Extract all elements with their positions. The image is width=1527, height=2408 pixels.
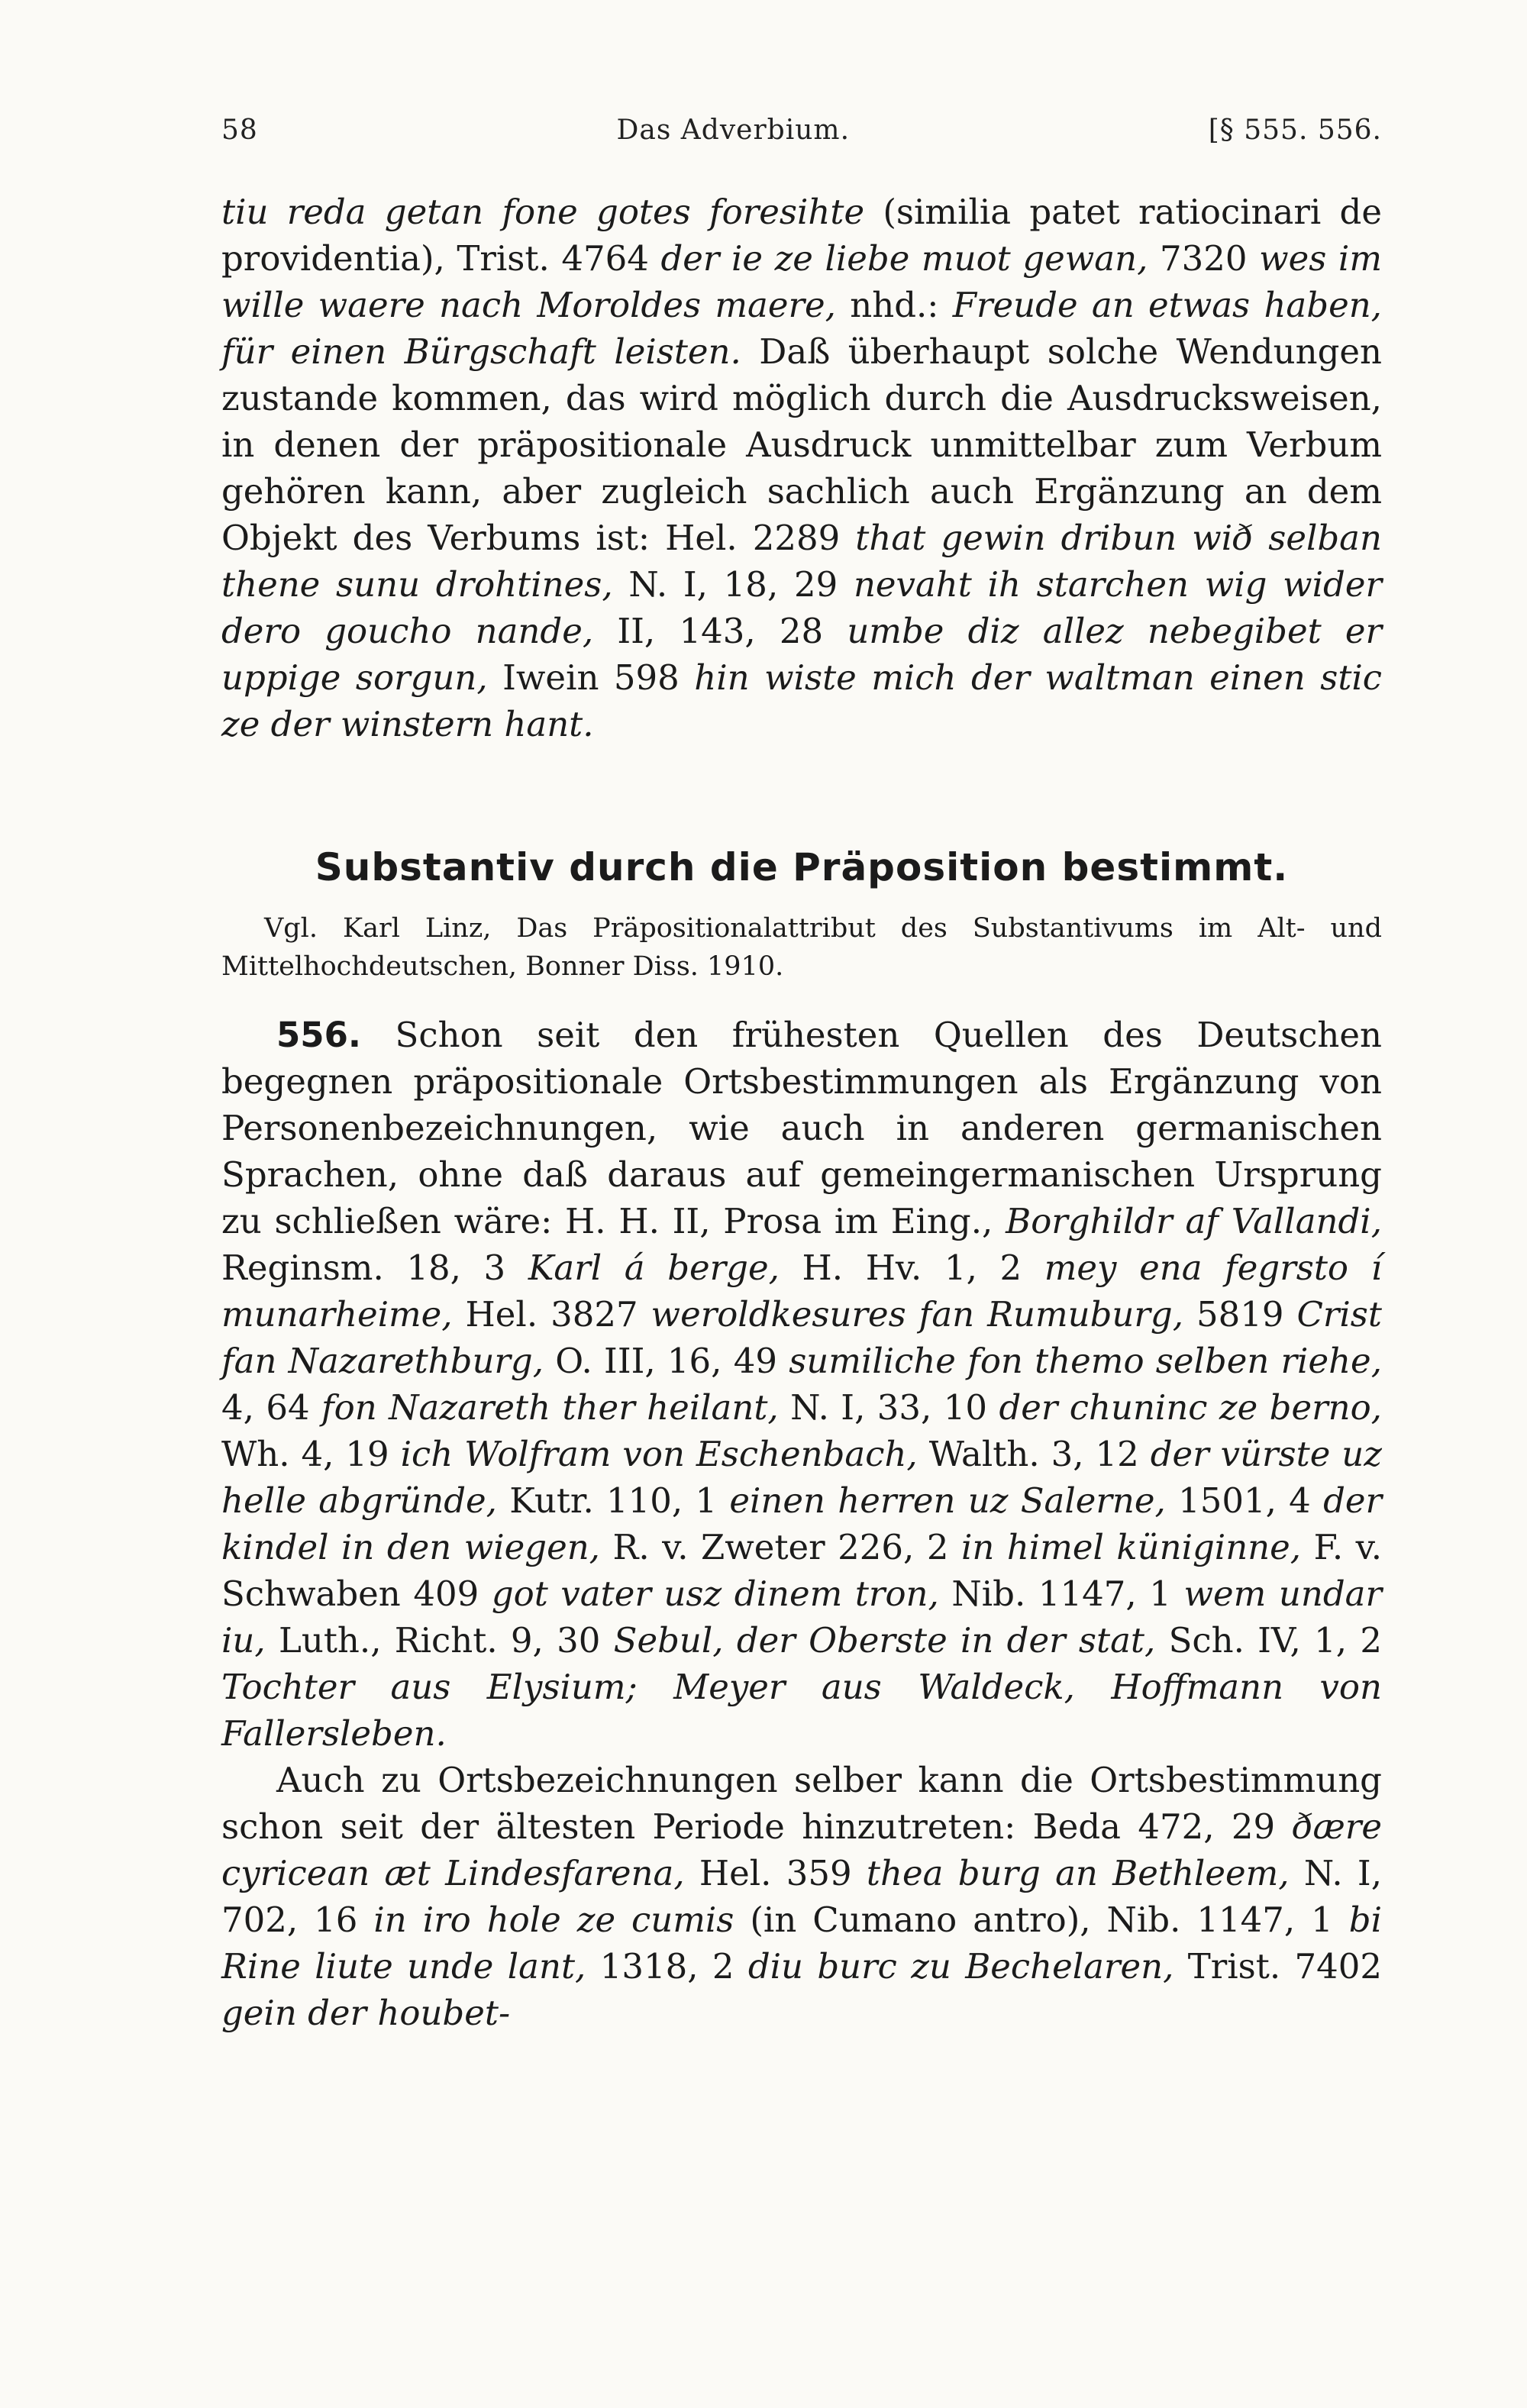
- quote: Borghildr af Vallandi,: [1006, 1201, 1383, 1241]
- quote: diu burc zu Bechelaren,: [747, 1946, 1174, 1987]
- quote: got vater usz dinem tron,: [491, 1574, 939, 1614]
- page-number: 58: [221, 115, 258, 146]
- quote: der ie ze liebe muot gewan,: [660, 238, 1148, 279]
- quote: thea burg an Bethleem,: [866, 1853, 1290, 1893]
- text: F. v. Schwaben 409: [221, 1527, 1382, 1614]
- text: Auch zu Ortsbezeichnungen selber kann die Ortsbestimmung schon seit der ältesten Periode hinzutreten: Beda 472, 29: [221, 1760, 1382, 1847]
- quote: einen herren uz Salerne,: [729, 1480, 1166, 1521]
- quote: ðære cyricean æt Lindesfarena,: [221, 1806, 1382, 1893]
- text: (in Cumano antro), Nib. 1147, 1: [750, 1900, 1333, 1940]
- text: Iwein 598: [502, 657, 680, 698]
- text: II, 143, 28: [617, 611, 824, 651]
- text: (similia patet ratiocinari de providentia), Trist. 4764: [221, 192, 1382, 279]
- text: Kutr. 110, 1: [509, 1480, 718, 1521]
- text: 1501, 4: [1178, 1480, 1311, 1521]
- text: Hel. 3827: [465, 1294, 638, 1335]
- text: Luth., Richt. 9, 30: [278, 1620, 601, 1661]
- text: Walth. 3, 12: [928, 1434, 1139, 1474]
- quote: sumiliche fon themo selben riehe,: [789, 1341, 1382, 1381]
- text: N. I, 33, 10: [790, 1387, 988, 1428]
- running-header: [221, 115, 1382, 146]
- quote: der chuninc ze berno,: [999, 1387, 1382, 1428]
- quote: der vürste uz helle abgründe,: [221, 1434, 1382, 1521]
- quote: der kindel in den wiegen,: [221, 1480, 1383, 1567]
- bibliography-note: Vgl. Karl Linz, Das Präpositionalattribut des Substantivums im Alt- und Mittelhochdeutschen, Bonner Diss. 1910.: [221, 913, 1382, 982]
- text: N. I, 18, 29: [628, 564, 838, 605]
- text: 5819: [1196, 1294, 1284, 1335]
- quote: in himel küniginne,: [960, 1527, 1302, 1567]
- text: 7320: [1160, 238, 1248, 279]
- quote: that gewin dribun wið selban thene sunu drohtines,: [221, 518, 1382, 605]
- text: H. Hv. 1, 2: [802, 1248, 1022, 1288]
- quote: gein der houbet-: [221, 1993, 511, 2033]
- quote: weroldkesures fan Rumuburg,: [651, 1294, 1184, 1335]
- text: Sch. IV, 1, 2: [1168, 1620, 1382, 1661]
- paragraph-555-continued: [221, 189, 1382, 747]
- quote: tiu reda getan fone gotes foresihte: [221, 192, 865, 232]
- text: Trist. 7402: [1187, 1946, 1383, 1987]
- quote: umbe diz allez nebegibet er uppige sorgun,: [221, 611, 1383, 698]
- quote: Tochter aus Elysium; Meyer aus Waldeck, Hoffmann von Fallersleben.: [221, 1667, 1382, 1754]
- quote: Karl á berge,: [528, 1248, 780, 1288]
- quote: bi Rine liute unde lant,: [221, 1900, 1382, 1987]
- text: Nib. 1147, 1: [951, 1574, 1171, 1614]
- quote: hin wiste mich der waltman einen stic ze der winstern hant.: [221, 657, 1383, 744]
- text: Daß überhaupt solche Wendungen zustande kommen, das wird möglich durch die Ausdrucksweisen, in denen der präpositionale Ausdruck unmittelbar zum Verbum gehören kann, aber zugleich sachlich auch Ergänzung an dem Objekt des Verbums ist: Hel. 2289: [221, 331, 1382, 558]
- quote: wem undar iu,: [221, 1574, 1382, 1661]
- quote: mey ena fegrsto í munarheime,: [221, 1248, 1383, 1335]
- quote: ich Wolfram von Eschenbach,: [400, 1434, 918, 1474]
- text: nhd.:: [850, 285, 939, 325]
- quote: wes im wille waere nach Moroldes maere,: [221, 238, 1382, 325]
- text: N. I, 702, 16: [221, 1853, 1383, 1940]
- running-title: Das Adverbium.: [616, 115, 851, 146]
- section-reference: [§ 555. 556.: [1208, 115, 1382, 146]
- paragraph-556-continued: [221, 1757, 1382, 2036]
- quote: nevaht ih starchen wig wider dero goucho nande,: [221, 564, 1382, 651]
- section-number: 556.: [276, 1015, 362, 1055]
- paragraph-556: [221, 1012, 1382, 1757]
- text: Hel. 359: [699, 1853, 852, 1893]
- text: Reginsm. 18, 3: [221, 1248, 506, 1288]
- quote: Sebul, der Oberste in der stat,: [613, 1620, 1156, 1661]
- text: 4, 64: [221, 1387, 310, 1428]
- section-heading: Substantiv durch die Präposition bestimmt.: [315, 845, 1289, 889]
- text: O. III, 16, 49: [555, 1341, 777, 1381]
- quote: Crist fan Nazarethburg,: [221, 1294, 1382, 1381]
- quote: in iro hole ze cumis: [373, 1900, 734, 1940]
- text: R. v. Zweter 226, 2: [612, 1527, 949, 1567]
- text: Schon seit den frühesten Quellen des Deutschen begegnen präpositionale Ortsbestimmungen als Ergänzung von Personenbezeichnungen, wie auch in anderen germanischen Sprachen, ohne daß daraus auf gemeingermanischen Ursprung zu schließen wäre: H. H. II, Prosa im Eing.,: [221, 1015, 1382, 1241]
- page: [221, 115, 1382, 2036]
- text: Wh. 4, 19: [221, 1434, 389, 1474]
- quote: Freude an etwas haben, für einen Bürgschaft leisten.: [221, 285, 1382, 372]
- quote: fon Nazareth ther heilant,: [321, 1387, 779, 1428]
- text: 1318, 2: [599, 1946, 734, 1987]
